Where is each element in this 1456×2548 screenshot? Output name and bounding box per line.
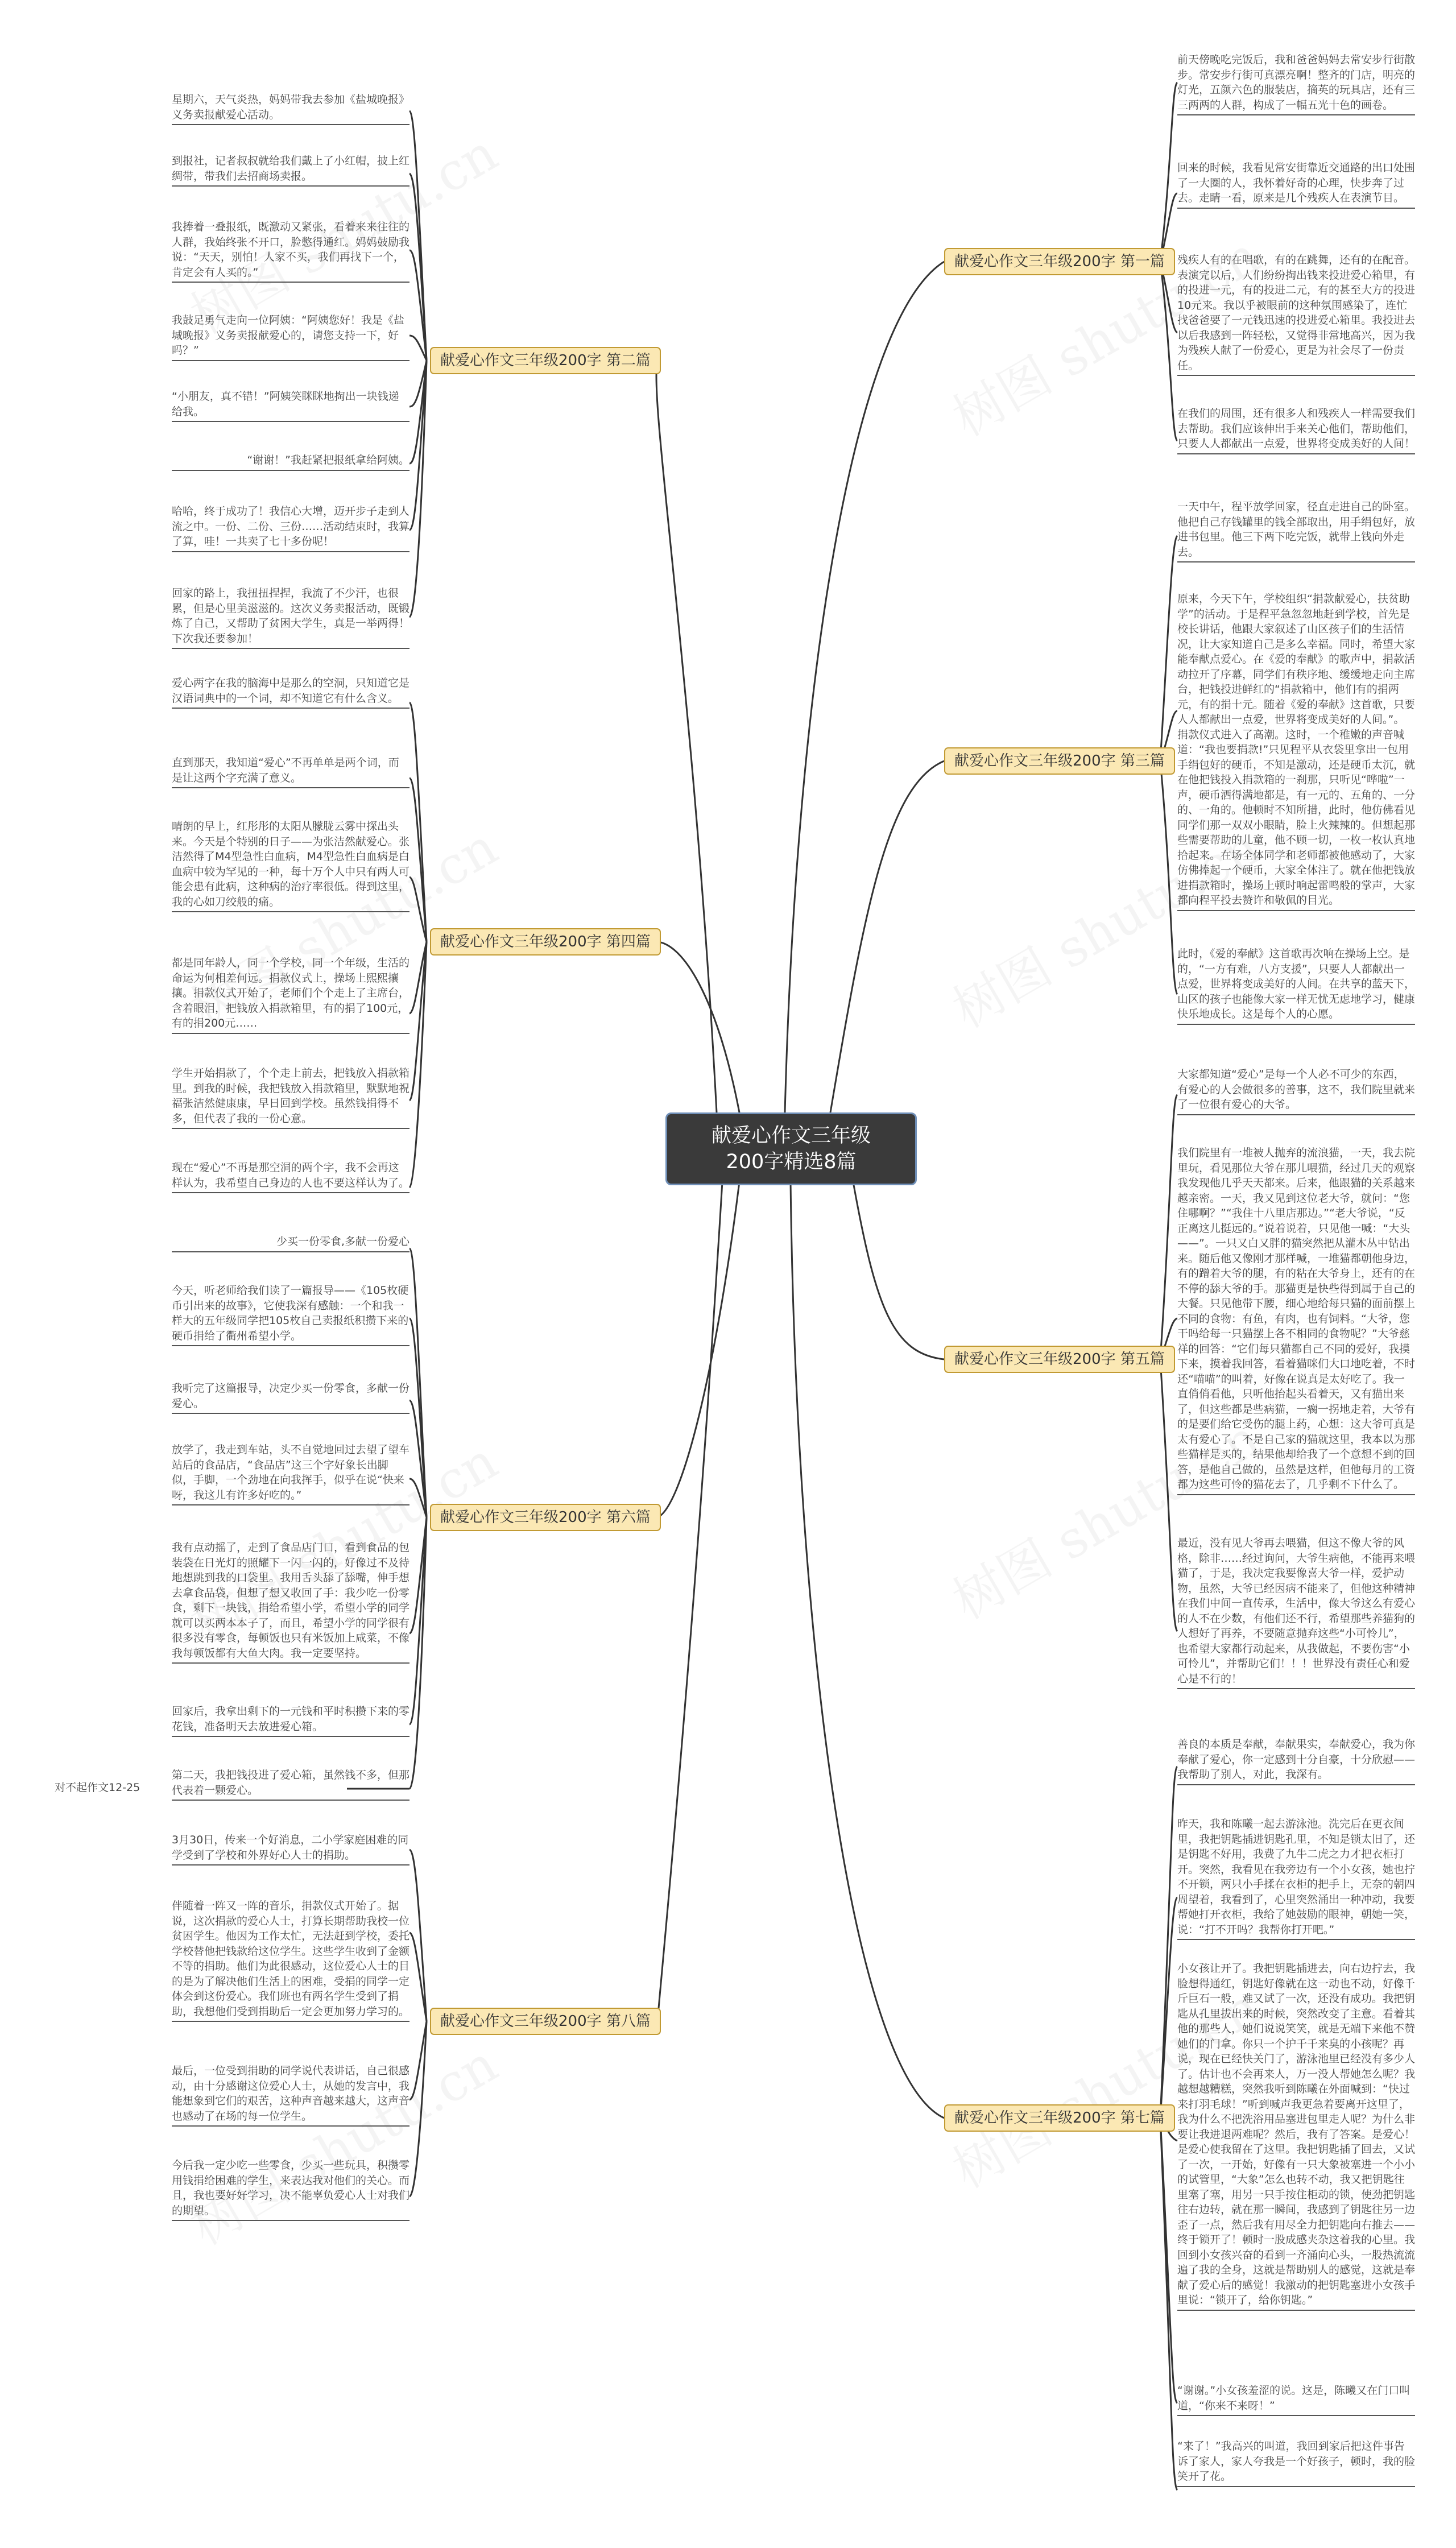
edge-root-b6 (657, 1182, 739, 1517)
edge-root-b4 (657, 942, 739, 1112)
leaf-text: “来了！”我高兴的叫道，我回到家后把这件事告诉了家人，家人夸我是一个好孩子，顿时，我的脸笑开了花。 (1177, 2439, 1415, 2487)
leaf-text: 我们院里有一堆被人抛弃的流浪猫，一天，我去院里玩，看见那位大爷在那儿喂猫，经过几天的观察我发现他几乎天天都来。后来，他跟猫的关系越来越亲密。一天，我又见到这位老大爷，就问：“您住哪啊？”“我住十八里店那边。”“老大爷说，“反正离这儿挺远的。”说着说着，只见他一喊：“大头——”。一只又白又胖的猫突然把从灌木丛中钻出来。随后他又像刚才那样喊，一堆猫都朝他身边，有的蹭着大爷的腿，有的粘在大爷身上，还有的在不停的舔大爷的手。那猫更是快些得到属于自己的大餐。只见他带下腰，细心地给每只猫的面前摆上不同的食物：有鱼，有肉，也有饲料。“大爷，您干吗给每一只猫摆上各不相同的食物呢？”大爷慈祥的回答：“它们每只猫都自己不同的爱好，我摸下来，摸着我回答，看着猫咪们大口地吃着，不时还“喵喵”的叫着，好像在说真是太好吃了。我一直俏俏看他，只听他抬起头看着天，又有猫出来了，但这些都是些病猫，一瘸一拐地走着，大爷有的是要们给它受伤的腿上药，心想：这大爷可真是太有爱心了。不是自己家的猫就这里，我本以为那些猫样是买的，结果他却给我了一个意想不到的回答，是他自己做的，虽然是这样，但他每月的工资都为这些可怜的猫花去了，几乎剩不下什么了。 (1177, 1145, 1415, 1495)
leaf-text: 都是同年龄人，同一个学校，同一个年级，生活的命运为何相差何远。捐款仪式上，操场上熙熙攘攘。捐款仪式开始了，老师们个个走上了主席台，含着眼泪，把钱放入捐款箱里，有的捐了100元，有的捐200元…… (172, 956, 410, 1034)
leaf-text: 伴随着一阵又一阵的音乐，捐款仪式开始了。据说，这次捐款的爱心人士，打算长期帮助我校一位贫困学生。他因为工作太忙，无法赶到学校，委托学校替他把钱款给这位学生。这些学生收到了金额不等的捐助。他们为此很感动，这位爱心人士的目的是为了解决他们生活上的困难，受捐的同学一定体会到这份爱心。我们班也有两名学生受到了捐助，我想他们受到捐助后一定会更加努力学习的。 (172, 1898, 410, 2022)
leaf-text: 我捧着一叠报纸，既激动又紧张，看着来来往往的人群，我始终张不开口，脸憋得通红。妈妈鼓励我说：“天天，别怕！人家不买，我们再找下一个，肯定会有人买的。” (172, 220, 410, 283)
branch-node-3[interactable]: 献爱心作文三年级200字 第三篇 (944, 747, 1175, 775)
edge-b1-leaf (1160, 82, 1177, 262)
edge-b5-leaf (1160, 1359, 1177, 1631)
edge-b4-leaf (410, 778, 427, 942)
edge-root-b7 (791, 1182, 944, 2118)
root-label: 献爱心作文三年级200字精选8篇 (711, 1124, 871, 1173)
leaf-text: 爱心两字在我的脑海中是那么的空洞，只知道它是汉语词典中的一个词，却不知道它有什么含义。 (172, 676, 410, 709)
leaf-text: 昨天，我和陈曦一起去游泳池。洗完后在更衣间里，我把钥匙插进钥匙孔里，不知是锁太旧了，还是钥匙不好用，我费了九牛二虎之力才把衣柜打开。突然，我看见在我旁边有一个小女孩，她也拧不开锁，两只小手揉在衣柜的把手上，无奈的朝四周望着，我看到了，心里突然涌出一种冲动，我要帮她打开衣柜，我给了她鼓励的眼神，朝她一笑，说：“打不开吗？我帮你打开吧。” (1177, 1817, 1415, 1940)
leaf-text: 晴朗的早上，红彤彤的太阳从朦胧云雾中探出头来。今天是个特别的日子——为张洁然献爱心。张洁然得了M4型急性白血病，M4型急性白血病是白血病中较为罕见的一种，每十万个人中只有两人可能会患有此病，这种病的治疗率很低。得到这里，我的心如刀绞般的痛。 (172, 819, 410, 912)
leaf-text: 在我们的周围，还有很多人和残疾人一样需要我们去帮助。我们应该伸出手来关心他们，帮助他们，只要人人都献出一点爱，世界将变成美好的人间！ (1177, 406, 1415, 454)
branch-node-5[interactable]: 献爱心作文三年级200字 第五篇 (944, 1346, 1175, 1373)
leaf-text: 一天中午，程平放学回家，径直走进自己的卧室。他把自己存钱罐里的钱全部取出，用手绢包好，放进书包里。他三下两下吃完饭，就带上钱向外走去。 (1177, 499, 1415, 562)
leaf-text: 我听完了这篇报导，决定少买一份零食，多献一份爱心。 (172, 1381, 410, 1414)
leaf-text: 星期六，天气炎热，妈妈带我去参加《盐城晚报》义务卖报献爱心活动。 (172, 92, 410, 125)
edge-b1-leaf (1160, 262, 1177, 441)
edge-b3-leaf (1160, 761, 1177, 994)
branch-node-1[interactable]: 献爱心作文三年级200字 第一篇 (944, 248, 1175, 275)
leaf-text: 第二天，我把钱投进了爱心箱，虽然钱不多，但那代表着一颗爱心。 (172, 1768, 410, 1801)
leaf-text: 回来的时候，我看见常安街靠近交通路的出口处围了一大圈的人，我怀着好奇的心理，快步奔了过去。走睛一看，原来是几个残疾人在表演节目。 (1177, 160, 1415, 209)
branch-node-8[interactable]: 献爱心作文三年级200字 第八篇 (430, 2008, 661, 2035)
leaf-text: “谢谢。”小女孩羞涩的说。这是，陈曦又在门口叫道，“你来不来呀！” (1177, 2383, 1415, 2416)
edge-b3-leaf (1160, 536, 1177, 761)
leaf-text: 大家都知道“爱心”是每一个人必不可少的东西，有爱心的人会做很多的善事，这不，我们院里就来了一位很有爱心的大爷。 (1177, 1067, 1415, 1115)
leaf-text: 现在“爱心”不再是那空洞的两个字，我不会再这样认为，我希望自己身边的人也不要这样认为了。 (172, 1160, 410, 1193)
leaf-text: 小女孩让开了。我把钥匙插进去，向右边拧去，我脸想得通红，钥匙好像就在这一动也不动，好像千斤巨石一般，难又试了一次，还没有成功。我把钥匙从孔里拔出来的时候，突然改变了主意。看着其他的那些人，她们说说笑笑，就是无端下来他不赞她们的门拿。你只一个护千千来臭的小孩呢？再说，现在已经快关门了，游泳池里已经没有多少人了。估计也不会再来人，万一没人帮她怎么呢？我越想越糟糕，突然我听到陈曦在外面喊到：“快过来打羽毛球！”听到喊声我更急着要离开这里了，我为什么不把洗浴用品塞进包里走人呢？为什么非要让我进退两难呢？然后，我有了答案。是爱心！是爱心使我留在了这里。我把钥匙插了回去，又试了一次，一开始，好像有一只大象被塞进一个小小的试管里，“大象”怎么也转不动，我又把钥匙往里塞了塞，用另一只手按住柜动的锁，使劲把钥匙往右边转，就在那一瞬间，我感到了钥匙往另一边歪了一点，然后我有用尽全力把钥匙向右推去——终于锁开了！顿时一股成感夹杂这着我的心里。我回到小女孩兴奋的看到一齐涌向心头，一股热流流遍了我的全身，这就是帮助别人的感觉，这就是奉献了爱心后的感觉！我激动的把钥匙塞进小女孩手里说：“锁开了，给你钥匙。” (1177, 1961, 1415, 2311)
leaf-text: 回家后，我拿出剩下的一元钱和平时积攒下来的零花钱，准备明天去放进爱心箱。 (172, 1704, 410, 1737)
leaf-text: 善良的本质是奉献，奉献果实，奉献爱心，我为你奉献了爱心，你一定感到十分自豪，十分欣慰——我帮助了别人，对此，我深有。 (1177, 1737, 1415, 1785)
leaf-text: 回家的路上，我扭扭捏捏，我流了不少汗，也很累，但是心里美滋滋的。这次义务卖报活动，既锻炼了自己，又帮助了贫困大学生，真是一举两得！下次我还要参加！ (172, 586, 410, 649)
leaf-text: 残疾人有的在唱歌，有的在跳舞，还有的在配音。表演完以后，人们纷纷掏出钱来投进爱心箱里，有的投进一元，有的投进二元，有的甚至大方的投进10元来。我以乎被眼前的这种氛围感染了，连忙找爸爸要了一元钱迅速的投进爱心箱里。我投进去以后我感到一阵轻松，又觉得非常地高兴，因为我为残疾人献了一份爱心，更是为社会尽了一份责任。 (1177, 253, 1415, 376)
leaf-text: 此时，《爱的奉献》这首歌再次响在操场上空。是的，“一方有难，八方支援”，只要人人都献出一点爱，世界将变成美好的人间。在共享的蓝天下，山区的孩子也能像大家一样无忧无虑地学习，健康快乐地成长。这是每个人的心愿。 (1177, 946, 1415, 1025)
leaf-text: 到报社，记者叔叔就给我们戴上了小红帽，披上红绸带，带我们去招商场卖报。 (172, 154, 410, 187)
leaf-text: 我有点动摇了，走到了食品店门口，看到食品的包装袋在日光灯的照耀下一闪一闪的，好像过不及待地想跳到我的口袋里。我用舌头舔了舔嘴，伸手想去拿食品袋，但想了想又收回了手：我少吃一份零食，剩下一块钱，捐给希望小学，希望小学的同学就可以买两本本子了，而且，希望小学的同学很有很多没有零食，每顿饭也只有米饭加上咸菜，不像我每顿饭都有大鱼大肉。我一定要坚持。 (172, 1540, 410, 1664)
edge-root-b5 (853, 1182, 944, 1359)
leaf-text: 最后，一位受到捐助的同学说代表讲话，自己很感动，由十分感谢这位爱心人士，从她的发言中，我能想象到它们的艰苦，这种声音越来越大，这声音也感动了在场的每一位学生。 (172, 2063, 410, 2127)
branch-node-4[interactable]: 献爱心作文三年级200字 第四篇 (430, 928, 661, 956)
edge-b8-leaf (410, 2021, 427, 2197)
branch-node-7[interactable]: 献爱心作文三年级200字 第七篇 (944, 2104, 1175, 2132)
leaf-text: 3月30日，传来一个好消息，二小学家庭困难的同学受到了学校和外界好心人士的捐助。 (172, 1833, 410, 1866)
leaf-text: 今天，听老师给我们读了一篇报导——《105枚硬币引出来的故事》，它使我深有感触：一个和我一样大的五年级同学把105枚自己卖报纸积攒下来的硬币捐给了衢州希望小学。 (172, 1283, 410, 1346)
leaf-text: 今后我一定少吃一些零食，少买一些玩具，积攒零用钱捐给困难的学生，来表达我对他们的关心。而且，我也要好好学习，决不能辜负爱心人士对我们的期望。 (172, 2158, 410, 2221)
leaf-text: 放学了，我走到车站，头不自觉地回过去望了望车站后的食品店，“食品店”这三个字好象长出脚似，手脚，一个劲地在向我挥手，似乎在说“快来呀，我这儿有许多好吃的。” (172, 1442, 410, 1505)
leaf-text: 少买一份零食,多献一份爱心 (172, 1234, 410, 1252)
leaf-text: 学生开始捐款了，个个走上前去，把钱放入捐款箱里。到我的时候，我把钱放入捐款箱里，默默地祝福张洁然健康康，早日回到学校。虽然钱捐得不多，但代表了我的一份心意。 (172, 1066, 410, 1129)
edge-b6-leaf (410, 1517, 427, 1724)
leaf-text-related[interactable]: 对不起作文12-25 (55, 1781, 140, 1794)
branch-node-2[interactable]: 献爱心作文三年级200字 第二篇 (430, 347, 661, 374)
leaf-text: 前天傍晚吃完饭后，我和爸爸妈妈去常安步行街散步。常安步行街可真漂亮啊！整齐的门店，明亮的灯光，五颜六色的服装店，摘英的玩具店，还有三三两两的人群，构成了一幅五光十色的画卷。 (1177, 52, 1415, 115)
branch-node-6[interactable]: 献爱心作文三年级200字 第六篇 (430, 1504, 661, 1531)
edge-root-b3 (830, 761, 944, 1112)
leaf-text: 最近，没有见大爷再去喂猫，但这不像大爷的风格，除非……经过询问，大爷生病他，不能再来喂猫了，于是，我决定我要像喜大爷一样，爱护动物，虽然，大爷已经因病不能来了，但他这种精神在我们中间一直传承，生活中，像大爷这么有爱心的人不在少数，有他们还不行，希望那些养猫狗的人想好了再养，不要随意抛弃这些“小可怜儿”，也希望大家都行动起来，从我做起，不要伤害“小可怜儿”，并帮助它们！！！世界没有责任心和爱心是不行的！ (1177, 1536, 1415, 1689)
leaf-text: 我鼓足勇气走向一位阿姨：“阿姨您好！我是《盐城晚报》义务卖报献爱心的，请您支持一下，好吗？” (172, 313, 410, 361)
leaf-text: “小朋友，真不错！”阿姨笑眯眯地掏出一块钱递给我。 (172, 389, 410, 422)
edge-b4-leaf (410, 942, 427, 1101)
leaf-text: 原来，今天下午，学校组织“捐款献爱心，扶贫助学”的活动。于是程平急忽忽地赶到学校，首先是校长讲话，他跟大家叙述了山区孩子们的生活情况，让大家知道自己是多么幸福。同时，希望大家能奉献点爱心。在《爱的奉献》的歌声中，捐款活动拉开了序幕，同学们有秩序地、缓缓地走向主席台，把钱投进鲜红的“捐款箱中，他们有的捐两元，有的捐十元。随着《爱的奉献》这首歌，只要人人都献出一点爱，世界将变成美好的人间。”。捐款仪式进入了高潮。这时，一个稚嫩的声音喊道：“我也要捐款!”只见程平从衣袋里拿出一包用手绢包好的硬币，不知是激动，还是硬币太沉，就在他把钱投入捐款箱的一刹那，只听见“哗啦”一声，硬币洒得满地都是，有一元的、五角的、一分的、一角的。他顿时不知所措，此时，他仿佛看见同学们那一双双小眼睛，脸上火辣辣的。但想起那些需要帮助的儿童，他不顾一切，一枚一枚认真地拾起来。在场全体同学和老师都被他感动了，大家仿佛捧起一个硬币，大家全体注了。就在他把钱放进捐款箱时，操场上顿时响起雷鸣般的掌声，大家都向程平投去赞许和敬佩的目光。 (1177, 592, 1415, 911)
edge-root-b1 (785, 262, 944, 1112)
leaf-text: 直到那天，我知道“爱心”不再单单是两个词，而是让这两个字充满了意义。 (172, 755, 410, 788)
edge-root-b8 (657, 1182, 722, 2021)
leaf-text: 哈哈，终于成功了！我信心大增，迈开步子走到人流之中。一份、二份、三份……活动结束时，我算了算，哇！一共卖了七十多份呢！ (172, 504, 410, 552)
leaf-text: “谢谢！”我赶紧把报纸拿给阿姨。 (172, 453, 410, 471)
root-node[interactable] (665, 1112, 917, 1185)
edge-b4-leaf (410, 942, 427, 1188)
